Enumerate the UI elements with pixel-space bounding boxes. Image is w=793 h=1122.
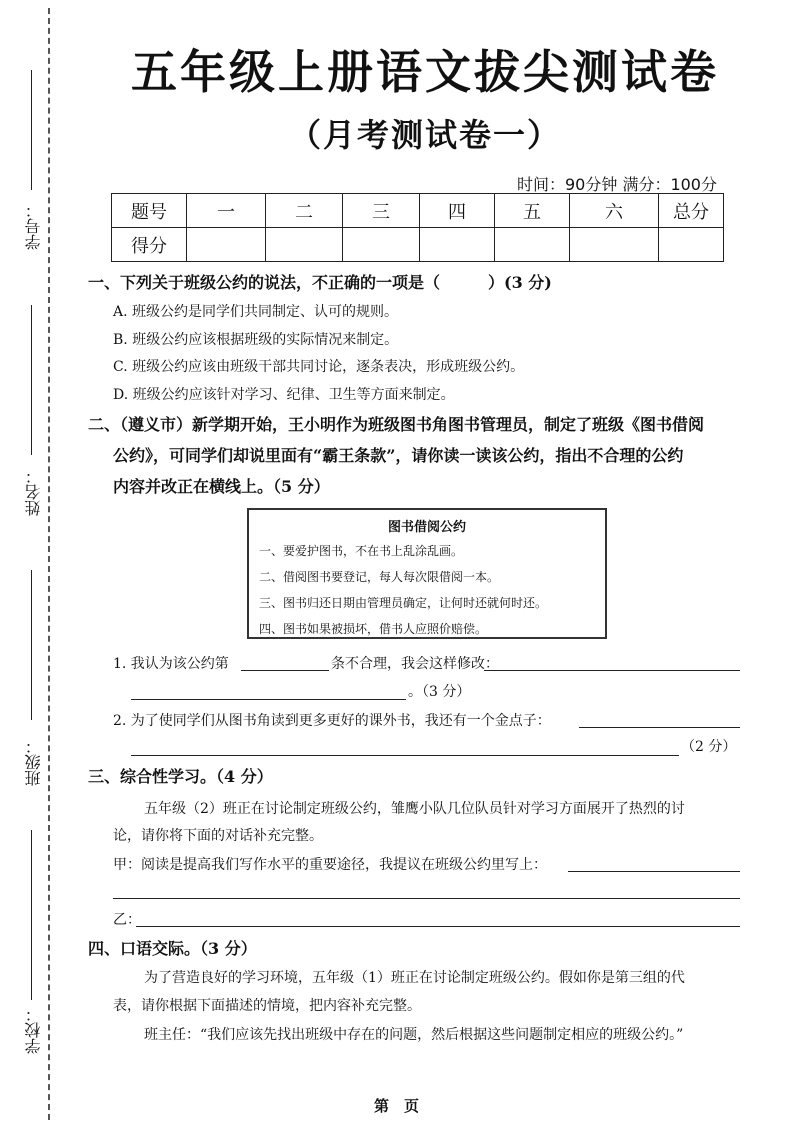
score-table-header-row <box>112 194 724 228</box>
score-cell[interactable] <box>266 228 343 262</box>
question-2-stem-line-3: 内容并改正在横线上。（5 分） <box>113 477 330 496</box>
question-1-option-d: D. 班级公约应该针对学习、纪律、卫生等方面来制定。 <box>113 387 455 403</box>
header-cell: 一 <box>187 194 266 228</box>
question-4-stem: 四、口语交际。（3 分） <box>88 939 257 958</box>
header-cell: 总分 <box>659 194 724 228</box>
modification-blank-2[interactable] <box>131 681 406 700</box>
time-info: 时间：90分钟 满分：100分 <box>517 175 717 194</box>
question-1-option-b: B. 班级公约应该根据班级的实际情况来制定。 <box>113 332 399 348</box>
sub-question-1-prefix: 1. 我认为该公约第 <box>113 656 229 672</box>
question-4-intro-line-2: 表，请你根据下面描述的情境，把内容补充完整。 <box>113 998 421 1014</box>
modification-blank-1[interactable] <box>484 652 740 671</box>
idea-blank-1[interactable] <box>579 709 740 728</box>
library-rule-item: 二、借阅图书要登记，每人每次限借阅一本。 <box>259 570 500 584</box>
question-2-stem-line-1: 二、（遵义市）新学期开始，王小明作为班级图书角图书管理员，制定了班级《图书借阅 <box>88 415 705 434</box>
school-blank[interactable] <box>31 830 32 1000</box>
sub-question-1-score: 。（3 分） <box>408 684 471 700</box>
binding-dashed-line <box>48 8 50 1120</box>
header-cell: 六 <box>570 194 659 228</box>
score-label-cell: 得分 <box>112 228 187 262</box>
class-label: 班级： <box>24 738 43 786</box>
question-3-stem: 三、综合性学习。（4 分） <box>88 767 273 786</box>
header-cell: 五 <box>495 194 570 228</box>
library-rules-box <box>247 508 607 639</box>
score-cell[interactable] <box>343 228 420 262</box>
idea-blank-2[interactable] <box>131 737 679 756</box>
score-table-score-row <box>112 228 724 262</box>
header-cell: 二 <box>266 194 343 228</box>
question-1-option-a: A. 班级公约是同学们共同制定、认可的规则。 <box>113 304 399 320</box>
rule-number-blank[interactable] <box>241 652 329 671</box>
teacher-statement: 班主任：“我们应该先找出班级中存在的问题，然后根据这些问题制定相应的班级公约。” <box>144 1027 684 1043</box>
student-id-label: 学号： <box>24 202 43 250</box>
library-rule-item: 三、图书归还日期由管理员确定，让何时还就何时还。 <box>259 596 548 610</box>
library-rules-title: 图书借阅公约 <box>387 520 466 535</box>
sub-question-1-middle: 条不合理，我会这样修改： <box>331 656 499 672</box>
yi-answer-blank[interactable] <box>136 908 740 927</box>
sub-question-2-score: （2 分） <box>681 739 737 755</box>
sub-question-2-prompt: 2. 为了使同学们从图书角读到更多更好的课外书，我还有一个金点子： <box>113 713 551 729</box>
question-2-stem-line-2: 公约》，可同学们却说里面有“霸王条款”，请你读一读该公约，指出不合理的公约 <box>113 446 684 465</box>
speaker-jia-line: 甲：阅读是提高我们写作水平的重要途径，我提议在班级公约里写上： <box>113 857 547 873</box>
class-blank[interactable] <box>31 570 32 720</box>
speaker-yi-label: 乙： <box>113 912 141 928</box>
header-cell: 三 <box>343 194 420 228</box>
jia-answer-blank-1[interactable] <box>568 853 740 872</box>
page-number: 第 页 <box>373 1097 419 1115</box>
exam-title: 五年级上册语文拔尖测试卷 <box>131 45 719 99</box>
student-id-blank[interactable] <box>31 70 32 190</box>
question-3-intro-line-1: 五年级（2）班正在讨论制定班级公约，雏鹰小队几位队员针对学习方面展开了热烈的讨 <box>144 801 685 817</box>
score-cell[interactable] <box>420 228 495 262</box>
name-label: 姓名： <box>24 468 43 516</box>
score-cell[interactable] <box>570 228 659 262</box>
question-3-intro-line-2: 论，请你将下面的对话补充完整。 <box>113 828 323 844</box>
library-rule-item: 四、图书如果被损坏，借书人应照价赔偿。 <box>259 622 488 636</box>
library-rule-item: 一、要爱护图书，不在书上乱涂乱画。 <box>259 544 464 558</box>
score-table <box>111 193 724 262</box>
question-4-intro-line-1: 为了营造良好的学习环境，五年级（1）班正在讨论制定班级公约。假如你是第三组的代 <box>144 970 685 986</box>
question-1-option-c: C. 班级公约应该由班级干部共同讨论，逐条表决，形成班级公约。 <box>113 359 525 375</box>
score-cell[interactable] <box>495 228 570 262</box>
header-cell: 题号 <box>112 194 187 228</box>
score-cell[interactable] <box>659 228 724 262</box>
jia-answer-blank-2[interactable] <box>113 880 740 899</box>
name-blank[interactable] <box>31 305 32 455</box>
exam-subtitle: （月考测试卷一） <box>288 116 561 154</box>
score-cell[interactable] <box>187 228 266 262</box>
question-1-stem: 一、下列关于班级公约的说法，不正确的一项是（ ）(3 分) <box>88 273 552 292</box>
school-label: 学校： <box>24 1006 43 1054</box>
header-cell: 四 <box>420 194 495 228</box>
